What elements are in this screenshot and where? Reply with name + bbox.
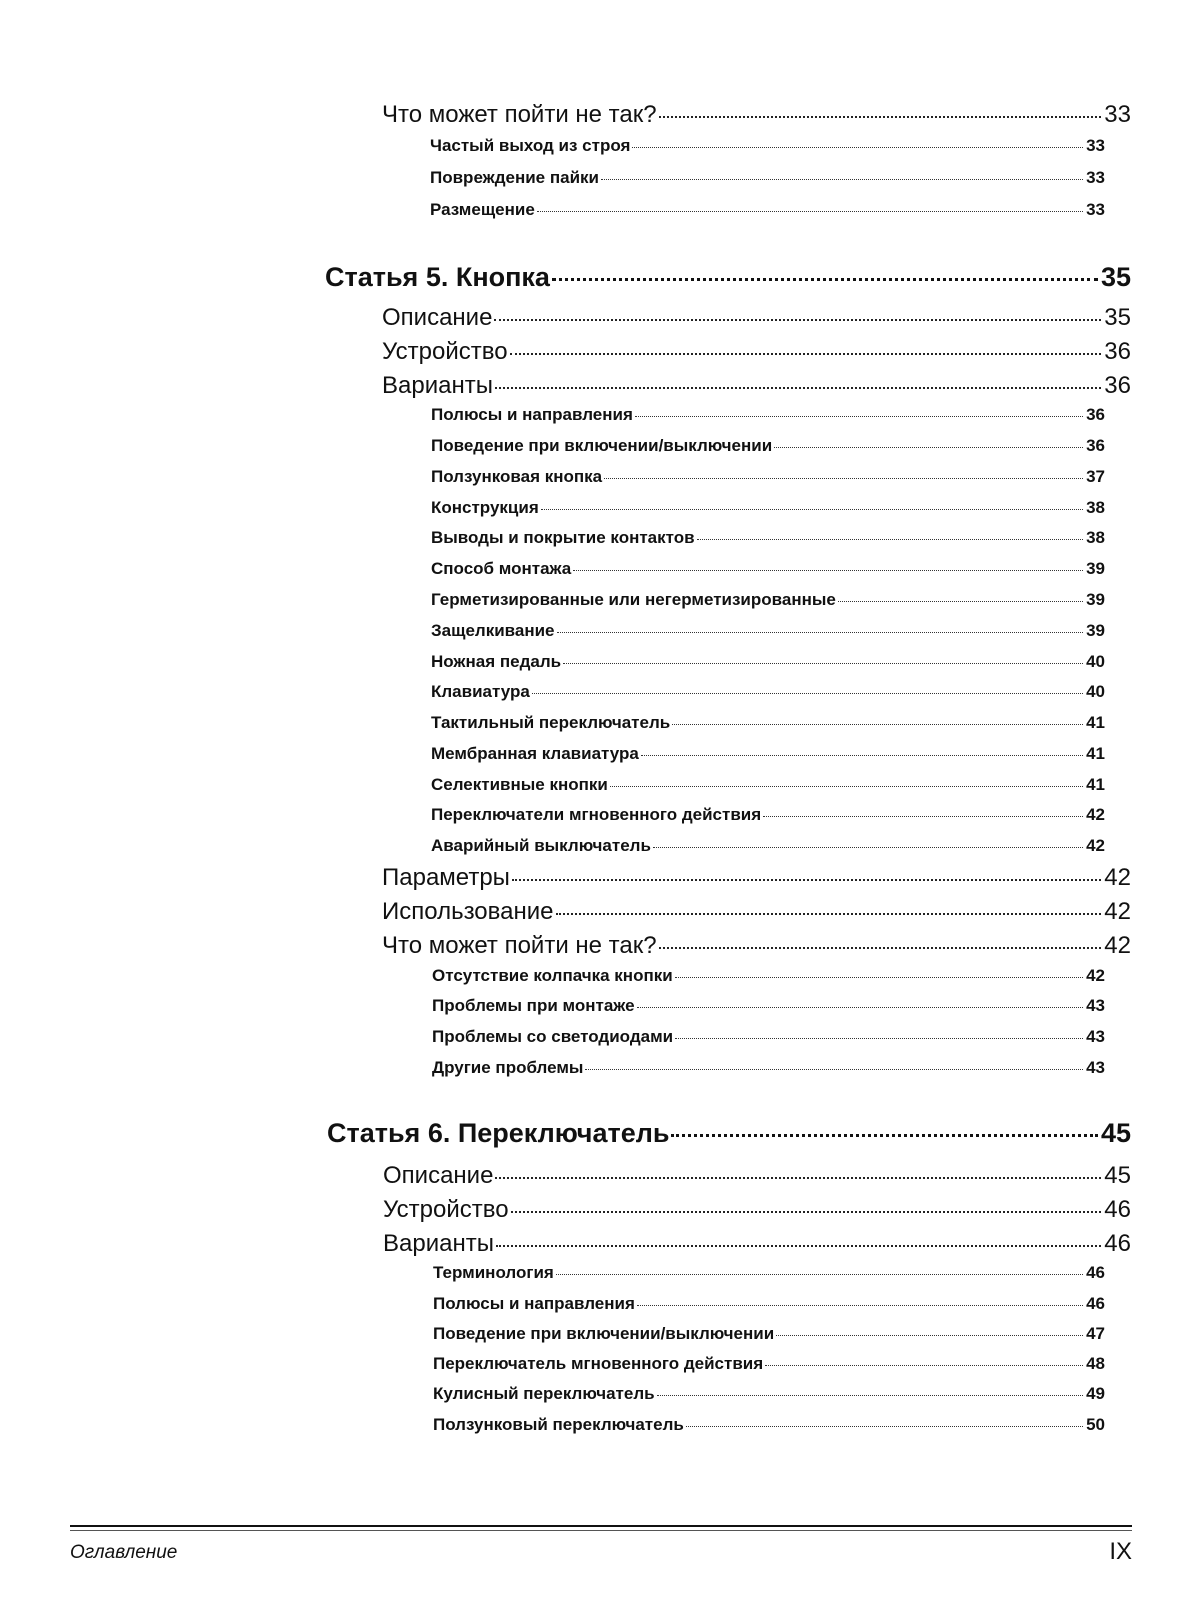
toc-entry-page: 46	[1104, 1196, 1131, 1223]
toc-entry-title: Герметизированные или негерметизированные	[431, 590, 836, 609]
toc-subsection-entry	[431, 559, 1105, 579]
toc-entry-title: Аварийный выключатель	[431, 836, 651, 855]
toc-entry-page: 33	[1104, 101, 1131, 128]
toc-entry-page: 42	[1086, 966, 1105, 985]
toc-subsection-entry	[431, 621, 1105, 641]
toc-entry-page: 42	[1104, 932, 1131, 959]
toc-entry-page: 42	[1086, 836, 1105, 855]
toc-entry-page: 41	[1086, 713, 1105, 732]
toc-section-entry	[383, 1162, 1131, 1190]
dot-leader	[557, 632, 1084, 633]
dot-leader	[637, 1305, 1083, 1306]
toc-entry-title: Что может пойти не так?	[382, 932, 657, 959]
toc-entry-title: Устройство	[383, 1196, 509, 1223]
toc-entry-title: Ползунковая кнопка	[431, 467, 603, 486]
dot-leader	[537, 211, 1083, 212]
dot-leader	[671, 1134, 1097, 1137]
dot-leader	[774, 447, 1083, 448]
dot-leader	[510, 353, 1102, 355]
dot-leader	[675, 977, 1083, 978]
toc-entry-title: Тактильный переключатель	[431, 713, 671, 732]
dot-leader	[601, 179, 1083, 180]
toc-entry-title: Что может пойти не так?	[382, 101, 657, 128]
toc-entry-title: Полюсы и направления	[433, 1294, 635, 1313]
toc-entry-title: Селективные кнопки	[431, 775, 608, 794]
toc-entry-page: 48	[1086, 1354, 1105, 1373]
dot-leader	[672, 724, 1083, 725]
toc-entry-title: Устройство	[382, 338, 508, 365]
toc-entry-page: 36	[1086, 405, 1105, 424]
toc-subsection-entry	[431, 652, 1105, 672]
footer-rule	[70, 1525, 1132, 1527]
toc-subsection-entry	[433, 1294, 1105, 1314]
toc-entry-title: Варианты	[383, 1230, 494, 1257]
toc-subsection-entry	[433, 1324, 1105, 1344]
toc-entry-title: Описание	[383, 1162, 494, 1189]
dot-leader	[585, 1069, 1083, 1070]
toc-subsection-entry	[431, 590, 1105, 610]
dot-leader	[838, 601, 1083, 602]
dot-leader	[776, 1335, 1083, 1336]
toc-subsection-entry	[431, 528, 1105, 548]
toc-entry-page: 33	[1086, 136, 1105, 155]
toc-entry-page: 41	[1086, 744, 1105, 763]
dot-leader	[495, 387, 1101, 389]
toc-entry-page: 39	[1086, 590, 1105, 609]
dot-leader	[496, 1245, 1101, 1247]
dot-leader	[604, 478, 1083, 479]
toc-section-entry	[382, 338, 1131, 366]
toc-section-entry	[383, 1230, 1131, 1258]
toc-chapter-entry	[327, 1118, 1131, 1149]
dot-leader	[632, 147, 1083, 148]
dot-leader	[641, 755, 1083, 756]
toc-entry-title: Размещение	[430, 200, 535, 219]
toc-subsection-entry	[431, 744, 1105, 764]
toc-section-entry	[382, 304, 1131, 332]
dot-leader	[675, 1038, 1083, 1039]
toc-entry-page: 38	[1086, 498, 1105, 517]
toc-entry-title: Поведение при включении/выключении	[431, 436, 773, 455]
toc-entry-title: Повреждение пайки	[430, 168, 599, 187]
dot-leader	[610, 786, 1083, 787]
dot-leader	[763, 816, 1083, 817]
toc-subsection-entry	[431, 405, 1105, 425]
toc-section-entry	[382, 864, 1131, 892]
toc-entry-page: 33	[1086, 200, 1105, 219]
toc-entry-page: 47	[1086, 1324, 1105, 1343]
dot-leader	[495, 1177, 1101, 1179]
dot-leader	[659, 116, 1102, 118]
toc-subsection-entry	[431, 805, 1105, 825]
toc-entry-title: Выводы и покрытие контактов	[431, 528, 695, 547]
footer-rule-thin	[70, 1530, 1132, 1531]
toc-entry-page: 40	[1086, 682, 1105, 701]
toc-entry-page: 38	[1086, 528, 1105, 547]
page-number: IX	[1109, 1538, 1132, 1565]
toc-entry-title: Конструкция	[431, 498, 539, 517]
toc-subsection-entry	[431, 436, 1105, 456]
toc-subsection-entry	[431, 713, 1105, 733]
toc-subsection-entry	[431, 775, 1105, 795]
toc-subsection-entry	[433, 1263, 1105, 1283]
toc-subsection-entry	[431, 682, 1105, 702]
dot-leader	[511, 1211, 1102, 1213]
dot-leader	[541, 509, 1083, 510]
toc-entry-title: Защелкивание	[431, 621, 555, 640]
toc-entry-title: Параметры	[382, 864, 510, 891]
toc-entry-page: 43	[1086, 996, 1105, 1015]
toc-subsection-entry	[432, 996, 1105, 1016]
toc-entry-title: Полюсы и направления	[431, 405, 633, 424]
toc-entry-page: 46	[1086, 1263, 1105, 1282]
toc-entry-page: 40	[1086, 652, 1105, 671]
dot-leader	[653, 847, 1083, 848]
toc-entry-page: 46	[1104, 1230, 1131, 1257]
toc-entry-page: 33	[1086, 168, 1105, 187]
toc-entry-page: 46	[1086, 1294, 1105, 1313]
toc-entry-page: 36	[1086, 436, 1105, 455]
toc-subsection-entry	[431, 467, 1105, 487]
toc-subsection-entry	[432, 1027, 1105, 1047]
dot-leader	[635, 416, 1083, 417]
toc-entry-title: Использование	[382, 898, 554, 925]
toc-entry-title: Мембранная клавиатура	[431, 744, 639, 763]
toc-entry-page: 42	[1086, 805, 1105, 824]
dot-leader	[573, 570, 1083, 571]
toc-section-entry	[382, 101, 1131, 129]
toc-subsection-entry	[431, 498, 1105, 518]
toc-entry-page: 42	[1104, 864, 1131, 891]
toc-subsection-entry	[433, 1415, 1105, 1435]
toc-entry-page: 39	[1086, 559, 1105, 578]
toc-entry-title: Частый выход из строя	[430, 136, 631, 155]
dot-leader	[765, 1365, 1083, 1366]
toc-section-entry	[382, 932, 1131, 960]
toc-subsection-entry	[430, 168, 1105, 188]
toc-entry-title: Способ монтажа	[431, 559, 572, 578]
dot-leader	[563, 663, 1083, 664]
dot-leader	[659, 947, 1102, 949]
toc-entry-page: 39	[1086, 621, 1105, 640]
dot-leader	[552, 278, 1098, 281]
toc-entry-title: Клавиатура	[431, 682, 530, 701]
toc-entry-page: 42	[1104, 898, 1131, 925]
toc-entry-page: 35	[1104, 304, 1131, 331]
toc-section-entry	[383, 1196, 1131, 1224]
toc-subsection-entry	[433, 1384, 1105, 1404]
toc-entry-title: Поведение при включении/выключении	[433, 1324, 775, 1343]
toc-entry-page: 43	[1086, 1027, 1105, 1046]
toc-entry-page: 45	[1100, 1118, 1131, 1148]
toc-entry-title: Статья 5. Кнопка	[325, 262, 550, 292]
toc-entry-page: 49	[1086, 1384, 1105, 1403]
toc-entry-title: Переключатели мгновенного действия	[431, 805, 762, 824]
toc-subsection-entry	[432, 966, 1105, 986]
dot-leader	[686, 1426, 1083, 1427]
toc-chapter-entry	[325, 262, 1131, 293]
toc-entry-page: 36	[1104, 338, 1131, 365]
toc-entry-title: Отсутствие колпачка кнопки	[432, 966, 673, 985]
toc-entry-title: Варианты	[382, 372, 493, 399]
toc-entry-page: 50	[1086, 1415, 1105, 1434]
running-footer-section: Оглавление	[70, 1542, 178, 1563]
toc-entry-title: Проблемы при монтаже	[432, 996, 635, 1015]
toc-entry-title: Переключатель мгновенного действия	[433, 1354, 764, 1373]
toc-subsection-entry	[430, 200, 1105, 220]
dot-leader	[556, 1274, 1083, 1275]
toc-entry-page: 43	[1086, 1058, 1105, 1077]
toc-section-entry	[382, 372, 1131, 400]
toc-entry-title: Терминология	[433, 1263, 554, 1282]
toc-entry-page: 35	[1100, 262, 1131, 292]
toc-subsection-entry	[431, 836, 1105, 856]
toc-entry-title: Описание	[382, 304, 493, 331]
toc-entry-page: 36	[1104, 372, 1131, 399]
dot-leader	[512, 879, 1101, 881]
toc-entry-title: Статья 6. Переключатель	[327, 1118, 670, 1148]
toc-entry-title: Кулисный переключатель	[433, 1384, 655, 1403]
toc-entry-page: 41	[1086, 775, 1105, 794]
dot-leader	[494, 319, 1101, 321]
toc-subsection-entry	[432, 1058, 1105, 1078]
dot-leader	[697, 539, 1084, 540]
toc-entry-page: 37	[1086, 467, 1105, 486]
dot-leader	[657, 1395, 1084, 1396]
dot-leader	[556, 913, 1102, 915]
toc-section-entry	[382, 898, 1131, 926]
toc-entry-title: Ползунковый переключатель	[433, 1415, 684, 1434]
dot-leader	[532, 693, 1083, 694]
toc-subsection-entry	[430, 136, 1105, 156]
toc-entry-title: Проблемы со светодиодами	[432, 1027, 674, 1046]
toc-entry-title: Ножная педаль	[431, 652, 562, 671]
toc-entry-page: 45	[1104, 1162, 1131, 1189]
dot-leader	[637, 1007, 1083, 1008]
toc-entry-title: Другие проблемы	[432, 1058, 584, 1077]
toc-subsection-entry	[433, 1354, 1105, 1374]
